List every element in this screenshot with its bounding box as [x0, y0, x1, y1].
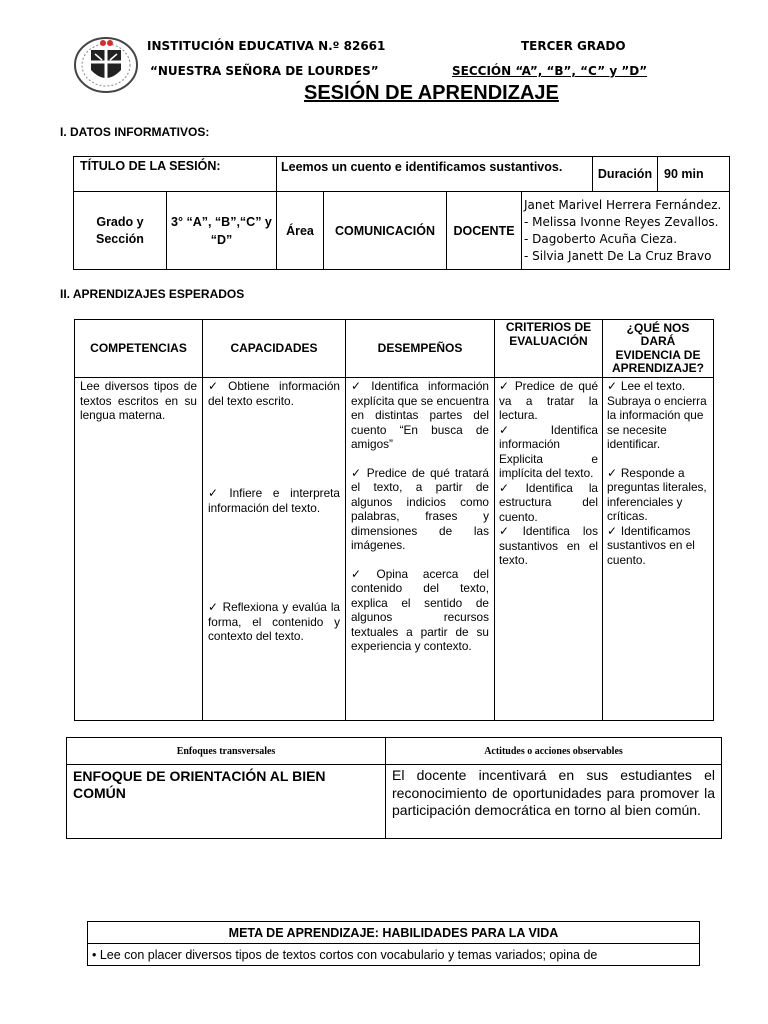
- desempeno-item: ✓ Identifica información explícita que se encuentra en distintas partes del cuento “En busca de amigos”: [351, 379, 489, 452]
- school-name: “NUESTRA SEÑORA DE LOURDES”: [150, 64, 379, 78]
- page-title: SESIÓN DE APRENDIZAJE: [304, 82, 559, 104]
- docentes-list: [522, 192, 730, 270]
- grade-label: TERCER GRADO: [521, 39, 626, 53]
- col-criterios: CRITERIOS DE EVALUACIÓN: [495, 320, 603, 378]
- col-desempenos: DESEMPEÑOS: [346, 320, 495, 378]
- capacidades-cell: [203, 378, 346, 721]
- meta-line: • Lee con placer diversos tipos de textos cortos con vocabulario y temas variados; opina de: [88, 944, 700, 966]
- grado-value: 3° “A”, “B”,“C” y “D”: [166, 192, 276, 270]
- evidencias-cell: [603, 378, 714, 721]
- titulo-value: Leemos un cuento e identificamos sustantivos.: [277, 157, 593, 192]
- capacidad-item: ✓ Obtiene información del texto escrito.: [208, 379, 340, 486]
- docente-item: - Dagoberto Acuña Cieza.: [524, 231, 678, 246]
- sections-label: SECCIÓN “A”, “B”, “C” y ”D”: [452, 64, 648, 78]
- meta-table: [87, 921, 700, 966]
- col-capacidades: CAPACIDADES: [203, 320, 346, 378]
- desempeno-item: ✓ Opina acerca del contenido del texto, explica el sentido de algunos recursos textuales a partir de su experiencia y contexto.: [351, 567, 489, 654]
- grado-label: Grado y Sección: [74, 192, 167, 270]
- evidencia-item: ✓ Identificamos sustantivos en el cuento.: [607, 524, 709, 568]
- criterio-item: ✓ Identifica información Explicita e implícita del texto.: [499, 423, 598, 481]
- capacidad-item: ✓ Infiere e interpreta información del texto.: [208, 486, 340, 600]
- docente-label: DOCENTE: [447, 192, 522, 270]
- criterio-item: ✓ Identifica la estructura del cuento.: [499, 481, 598, 525]
- duracion-label: Duración: [593, 157, 658, 192]
- enfoque-value: ENFOQUE DE ORIENTACIÓN AL BIEN COMÚN: [67, 765, 386, 839]
- aprendizajes-heading: II. APRENDIZAJES ESPERADOS: [60, 287, 245, 301]
- docente-item: - Silvia Janett De La Cruz Bravo: [524, 248, 712, 263]
- criterios-cell: [495, 378, 603, 721]
- criterio-item: ✓ Identifica los sustantivos en el texto.: [499, 524, 598, 568]
- competencia-cell: Lee diversos tipos de textos escritos en su lengua materna.: [75, 378, 203, 721]
- area-value: COMUNICACIÓN: [324, 192, 447, 270]
- titulo-label: TÍTULO DE LA SESIÓN:: [74, 157, 277, 192]
- col-competencias: COMPETENCIAS: [75, 320, 203, 378]
- desempeno-item: ✓ Predice de qué tratará el texto, a partir de algunos indicios como palabras, frases y dimensiones de las imágenes.: [351, 466, 489, 553]
- docente-item: Janet Marivel Herrera Fernández.: [524, 197, 722, 212]
- datos-table: [73, 156, 730, 270]
- capacidad-item: ✓ Reflexiona y evalúa la forma, el contenido y contexto del texto.: [208, 600, 340, 644]
- institution-name: INSTITUCIÓN EDUCATIVA N.º 82661: [147, 39, 386, 53]
- datos-heading: I. DATOS INFORMATIVOS:: [60, 125, 210, 139]
- col-evidencias: ¿QUÉ NOS DARÁ EVIDENCIA DE APRENDIZAJE?: [603, 320, 714, 378]
- evidencia-item: ✓ Lee el texto. Subraya o encierra la información que se necesite identificar.: [607, 379, 709, 452]
- school-logo: [73, 36, 139, 94]
- docente-item: - Melissa Ivonne Reyes Zevallos.: [524, 214, 719, 229]
- enfoques-table: [66, 737, 722, 839]
- actitud-value: El docente incentivará en sus estudiantes el reconocimiento de oportunidades para promover la participación democrática en torno al bien común.: [386, 765, 722, 839]
- desempenos-cell: [346, 378, 495, 721]
- duracion-value: 90 min: [658, 157, 730, 192]
- meta-title: META DE APRENDIZAJE: HABILIDADES PARA LA VIDA: [88, 922, 700, 944]
- actitudes-col-header: Actitudes o acciones observables: [386, 738, 722, 765]
- aprendizajes-table: [74, 319, 714, 721]
- criterio-item: ✓ Predice de qué va a tratar la lectura.: [499, 379, 598, 423]
- area-label: Área: [277, 192, 324, 270]
- evidencia-item: ✓ Responde a preguntas literales, inferenciales y críticas.: [607, 466, 709, 524]
- enfoques-col-header: Enfoques transversales: [67, 738, 386, 765]
